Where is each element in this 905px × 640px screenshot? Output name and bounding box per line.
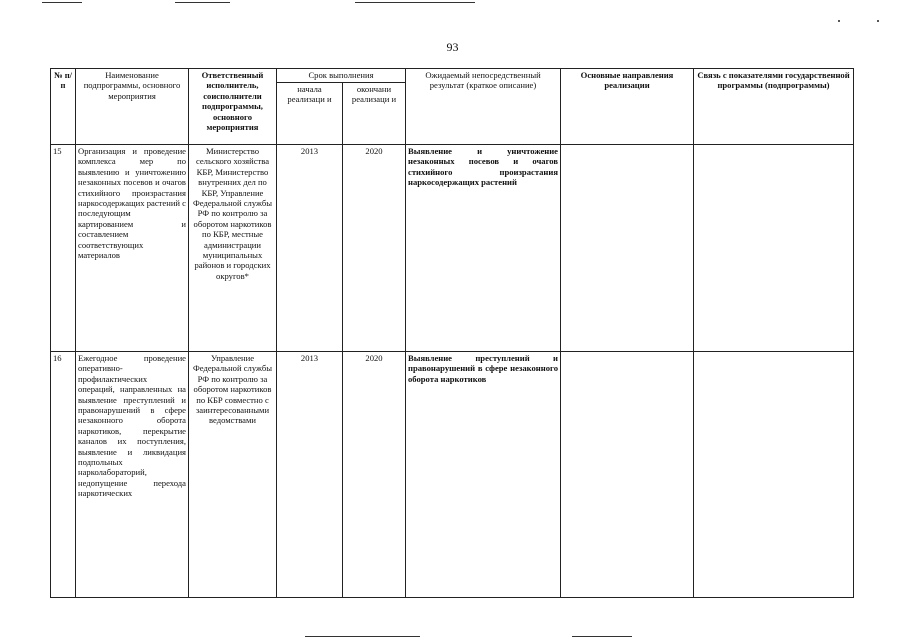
row-directions bbox=[561, 145, 694, 352]
table-header-row bbox=[51, 69, 854, 83]
table-row bbox=[51, 145, 854, 352]
row-result: Выявление преступлений и правонарушений в сфере незаконного оборота наркотиков bbox=[406, 352, 561, 598]
row-directions bbox=[561, 352, 694, 598]
scan-line-top-right bbox=[355, 2, 475, 3]
scan-dot bbox=[838, 20, 840, 22]
scan-line-top-mid bbox=[175, 2, 230, 3]
header-name: Наименование подпрограммы, основного мероприятия bbox=[76, 69, 189, 145]
row-num: 15 bbox=[51, 145, 76, 352]
row-name: Ежегодное проведение оперативно-профилактических операций, направленных на выявление преступлений и правонарушений в сфере незаконного оборота наркотиков, перекрытие каналов их поступления, выявление и ликвидация подпольных нарколабораторий, недопущение перехода наркотических bbox=[76, 352, 189, 598]
scan-dot bbox=[877, 20, 879, 22]
header-term: Срок выполнения bbox=[277, 69, 406, 83]
header-result: Ожидаемый непосредственный результат (краткое описание) bbox=[406, 69, 561, 145]
row-link bbox=[694, 352, 854, 598]
row-end: 2020 bbox=[343, 145, 406, 352]
scan-line-bottom-mid bbox=[305, 636, 420, 637]
row-num: 16 bbox=[51, 352, 76, 598]
header-start: начала реализаци и bbox=[277, 83, 343, 145]
header-executor: Ответственный исполнитель, соисполнители подпрограммы, основного мероприятия bbox=[189, 69, 277, 145]
page-number: 93 bbox=[446, 40, 459, 54]
table-row bbox=[51, 352, 854, 598]
row-name: Организация и проведение комплекса мер по выявлению и уничтожению незаконных посевов и очагов стихийного произрастания наркосодержащих растений с последующим картированием и составлением соответствующих материалов bbox=[76, 145, 189, 352]
scan-line-bottom-right bbox=[572, 636, 632, 637]
row-link bbox=[694, 145, 854, 352]
header-end: окончани реализаци и bbox=[343, 83, 406, 145]
row-executor: Управление Федеральной службы РФ по контролю за оборотом наркотиков по КБР совместно с заинтересованными ведомствами bbox=[189, 352, 277, 598]
row-end: 2020 bbox=[343, 352, 406, 598]
row-start: 2013 bbox=[277, 145, 343, 352]
row-result: Выявление и уничтожение незаконных посевов и очагов стихийного произрастания наркосодержащих растений bbox=[406, 145, 561, 352]
header-directions: Основные направления реализации bbox=[561, 69, 694, 145]
header-num: № п/ п bbox=[51, 69, 76, 145]
row-start: 2013 bbox=[277, 352, 343, 598]
scan-line-top-left bbox=[42, 2, 82, 3]
header-link: Связь с показателями государственной программы (подпрограммы) bbox=[694, 69, 854, 145]
plan-table bbox=[50, 68, 854, 598]
row-executor: Министерство сельского хозяйства КБР, Министерство внутренних дел по КБР, Управление Федеральной службы РФ по контролю за оборотом наркотиков по КБР, местные администрации муниципальных районов и городских округов* bbox=[189, 145, 277, 352]
